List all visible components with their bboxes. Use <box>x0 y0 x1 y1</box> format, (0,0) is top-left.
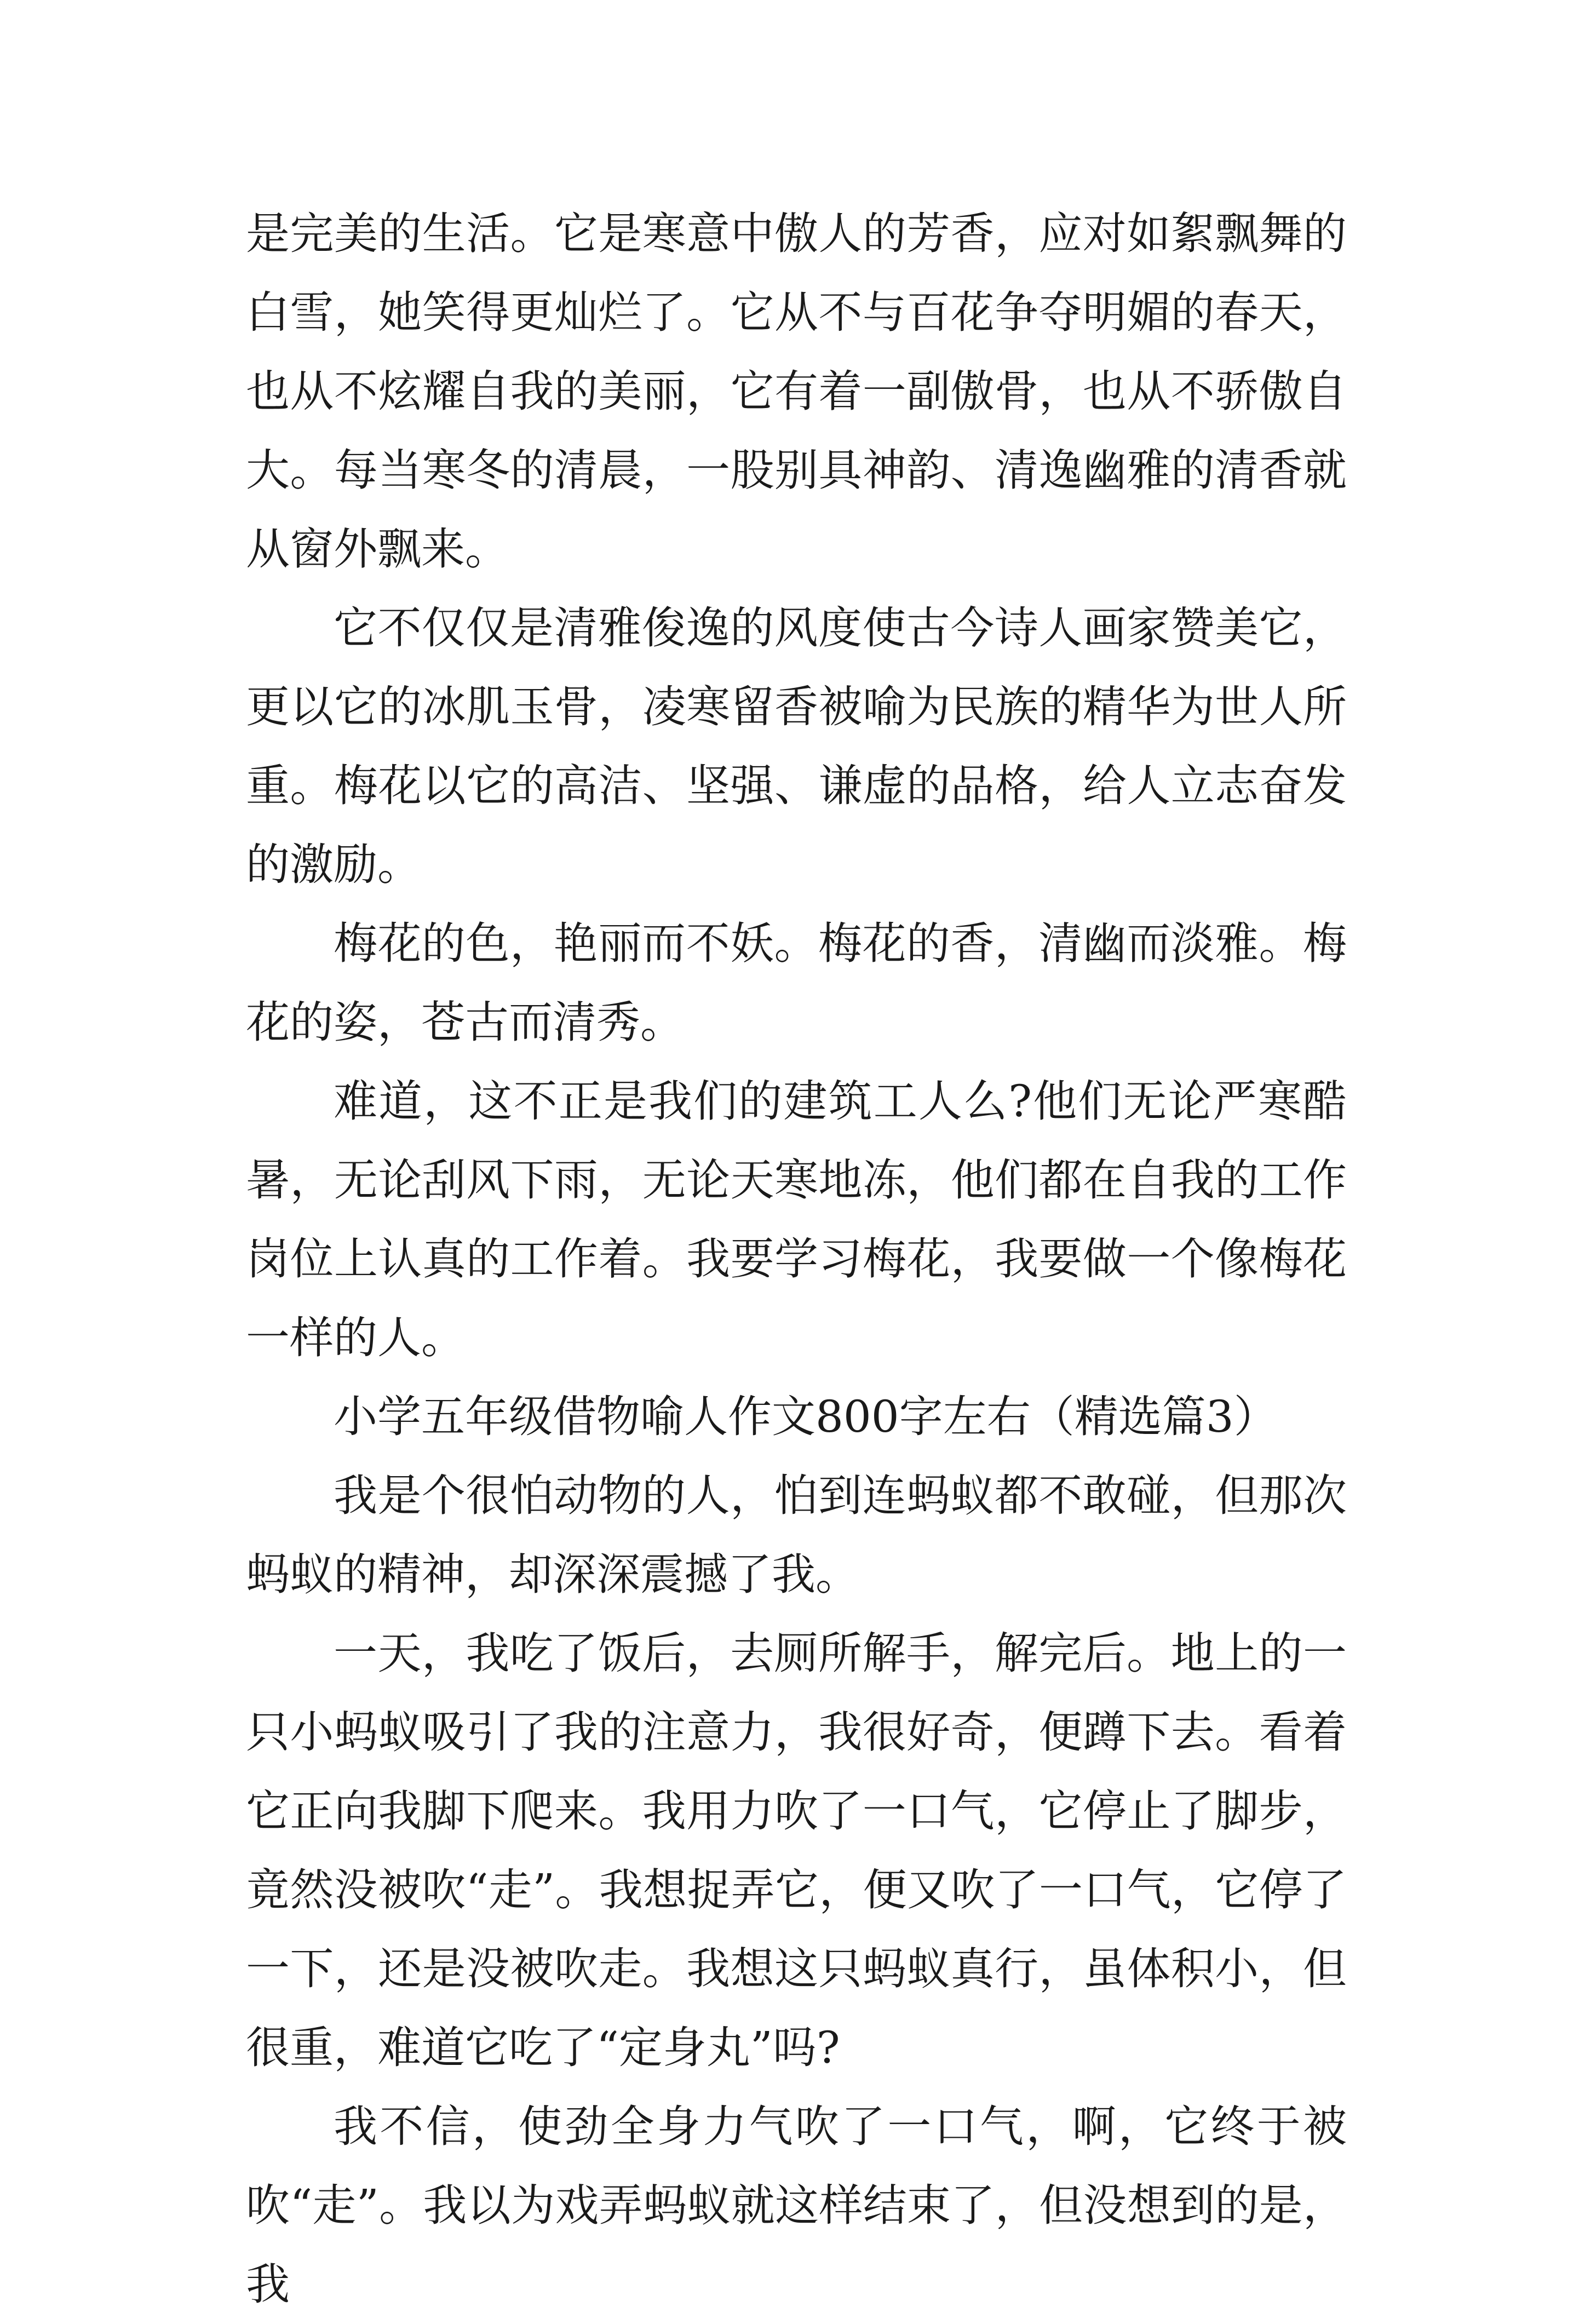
paragraph-1: 是完美的生活。它是寒意中傲人的芳香，应对如絮飘舞的白雪，她笑得更灿烂了。它从不与百花争夺明媚的春天，也从不炫耀自我的美丽，它有着一副傲骨，也从不骄傲自大。每当寒冬的清晨，一股别具神韵、清逸幽雅的清香就从窗外飘来。 <box>246 208 1347 575</box>
paragraph-3: 梅花的色，艳丽而不妖。梅花的香，清幽而淡雅。梅花的姿，苍古而清秀。 <box>246 918 1347 1048</box>
document-body <box>246 194 1347 2324</box>
paragraph-4: 难道，这不正是我们的建筑工人么?他们无论严寒酷暑，无论刮风下雨，无论天寒地冻，他们都在自我的工作岗位上认真的工作着。我要学习梅花，我要做一个像梅花一样的人。 <box>246 1076 1347 1363</box>
paragraph-2: 它不仅仅是清雅俊逸的风度使古今诗人画家赞美它，更以它的冰肌玉骨，凌寒留香被喻为民族的精华为世人所重。梅花以它的高洁、坚强、谦虚的品格，给人立志奋发的激励。 <box>246 602 1347 890</box>
paragraph-6: 一天，我吃了饭后，去厕所解手，解完后。地上的一只小蚂蚁吸引了我的注意力，我很好奇，便蹲下去。看着它正向我脚下爬来。我用力吹了一口气，它停止了脚步，竟然没被吹“走”。我想捉弄它，便又吹了一口气，它停了一下，还是没被吹走。我想这只蚂蚁真行，虽体积小，但很重，难道它吃了“定身丸”吗? <box>246 1628 1347 2073</box>
paragraph-7: 我不信，使劲全身力气吹了一口气，啊，它终于被吹“走”。我以为戏弄蚂蚁就这样结束了，但没想到的是，我 <box>246 2101 1347 2310</box>
section-heading: 小学五年级借物喻人作文800字左右（精选篇3） <box>334 1391 1278 1442</box>
paragraph-5: 我是个很怕动物的人，怕到连蚂蚁都不敢碰，但那次蚂蚁的精神，却深深震撼了我。 <box>246 1470 1347 1600</box>
